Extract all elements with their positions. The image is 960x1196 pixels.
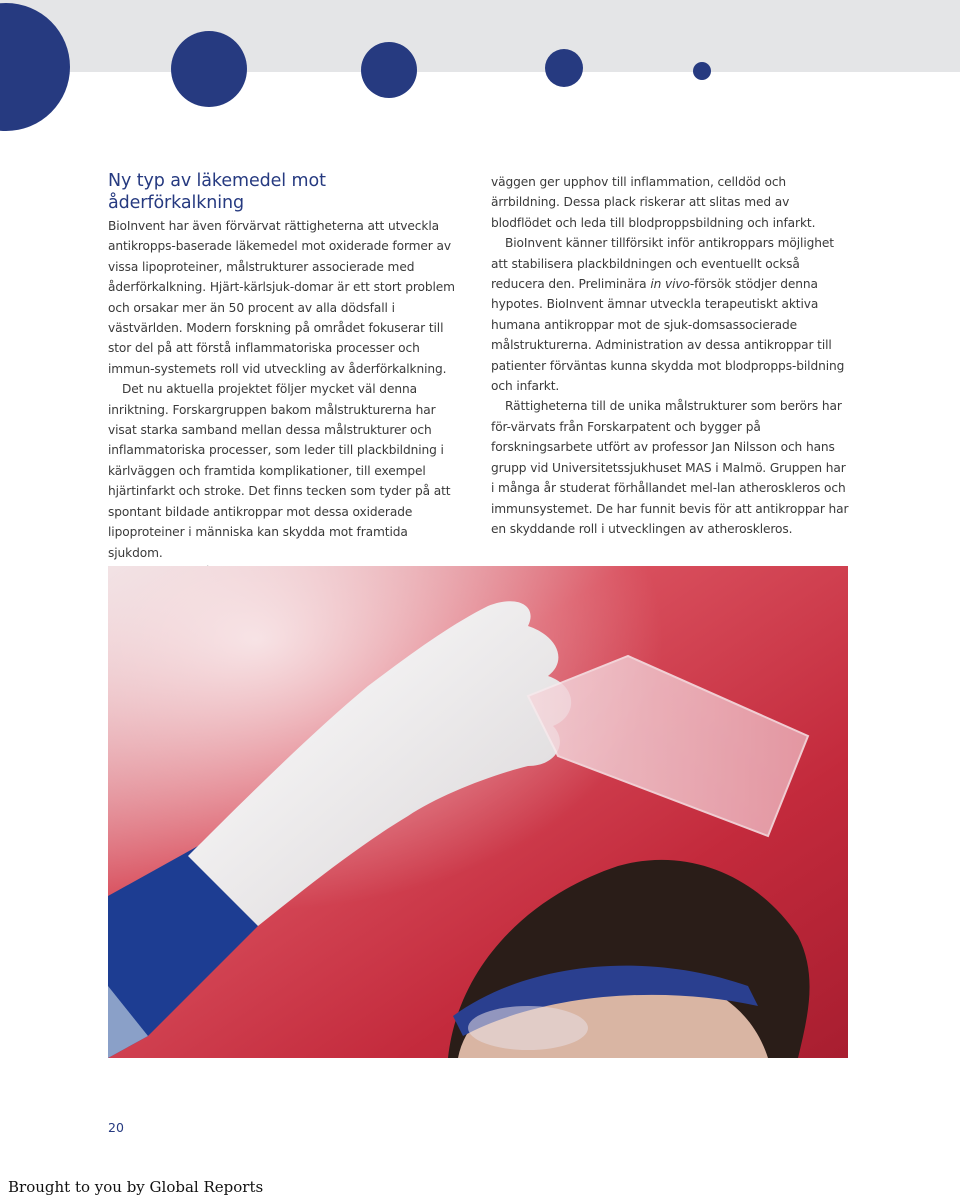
decorative-circle-4 [545,49,583,87]
article-right-column [491,172,851,539]
goggle-lens [468,1006,588,1050]
decorative-circle-2 [171,31,247,107]
article-heading: Ny typ av läkemedel mot åderförkalkning [108,171,326,213]
decorative-circle-3 [361,42,417,98]
italic-term: in vivo [650,277,690,292]
decorative-circle-5 [693,62,711,80]
paragraph: Rättigheterna till de unika målstrukturer som berörs har för-värvats från Forskarpatent och bygger på forskningsarbete utfört av professor Jan Nilsson och hans grupp vid Universitetssjukhuset MAS i Malmö. Gruppen har i många år studerat förhållandet mel-lan atheroskleros och immunsystemet. De har funnit bevis för att antikroppar har en skyddande roll i utvecklingen av atheroskleros. [491,399,849,536]
paragraph: Det nu aktuella projektet följer mycket väl denna inriktning. Forskargruppen bakom målstrukturerna har visat starka samband mellan dessa målstrukturer och inflammatoriska processer, som leder till plackbildning i kärlväggen och framtida komplikationer, till exempel hjärtinfarkt och stroke. Det finns tecken som tyder på att spontant bildade antikroppar mot dessa oxiderade lipoproteiner i människa kan skydda mot framtida sjukdom. [108,382,451,560]
paragraph [491,233,851,396]
header-band [0,0,960,72]
paragraph-text: BioInvent känner tillförsikt inför antikroppars möjlighet att stabilisera plackbildningen och eventuellt också reducera den. Preliminära [491,236,834,292]
lab-photo [108,566,848,1058]
page-number: 20 [108,1120,124,1135]
paragraph-text: -försök stödjer denna hypotes. BioInvent ämnar utveckla terapeutiskt aktiva humana antikroppar mot de sjuk-domsassocierade målstrukturerna. Administration av dessa antikroppar till patienter förväntas kunna skydda mot blodpropps-bildning och infarkt. [491,277,845,394]
paragraph: väggen ger upphov till inflammation, celldöd och ärrbildning. Dessa plack riskerar att slitas med av blodflödet och leda till blodproppsbildning och infarkt. [491,175,816,230]
paragraph: BioInvent har även förvärvat rättigheterna att utveckla antikropps-baserade läkemedel mot oxiderade former av vissa lipoproteiner, målstrukturer associerade med åderförkalkning. Hjärt-kärlsjuk-domar är ett stort problem och orsakar mer än 50 procent av alla dödsfall i västvärlden. Modern forskning på området fokuserar till stor del på att förstå inflammatoriska processer och immun-systemets roll vid utveckling av åderförkalkning. [108,219,455,376]
footer-credit: Brought to you by Global Reports [8,1178,264,1196]
article-left-column [108,170,460,604]
